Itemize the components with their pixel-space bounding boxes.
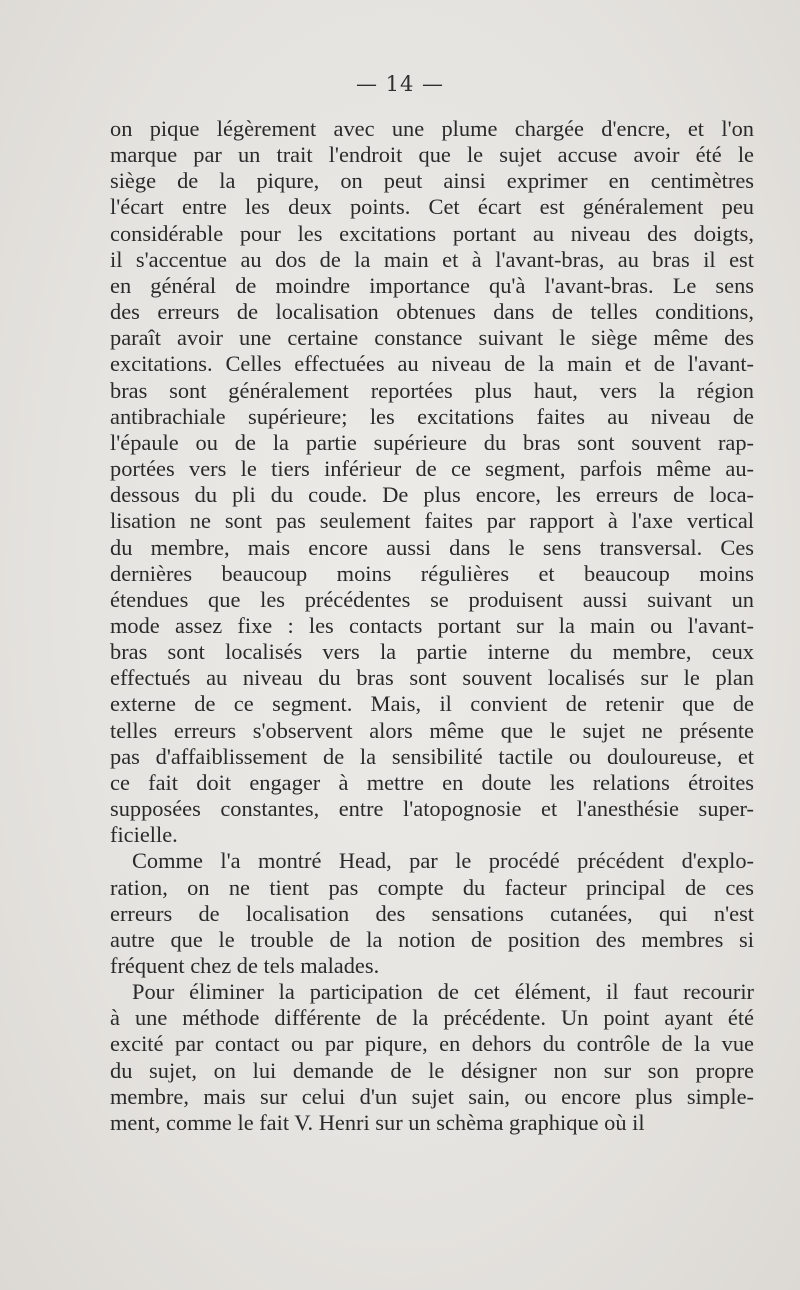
text-line: il s'accentue au dos de la main et à l'avant-bras, au bras il est (110, 246, 754, 272)
paragraph (110, 848, 754, 979)
text-line: en général de moindre importance qu'à l'avant-bras. Le sens (110, 272, 754, 298)
text-line: ment, comme le fait V. Henri sur un schèma graphique où il (110, 1109, 645, 1135)
text-line: dernières beaucoup moins régulières et beaucoup moins (110, 560, 754, 586)
text-line: membre, mais sur celui d'un sujet sain, ou encore plus simple- (110, 1083, 754, 1109)
text-line: l'épaule ou de la partie supérieure du bras sont souvent rap- (110, 429, 754, 455)
text-line: à une méthode différente de la précédente. Un point ayant été (110, 1005, 754, 1031)
body-text (110, 116, 754, 1136)
text-line: autre que le trouble de la notion de position des membres si (110, 926, 754, 952)
text-line: Comme l'a montré Head, par le procédé précédent d'explo- (132, 848, 754, 874)
text-line: paraît avoir une certaine constance suivant le siège même des (110, 325, 754, 351)
text-line: dessous du pli du coude. De plus encore, les erreurs de loca- (110, 482, 754, 508)
text-line: siège de la piqure, on peut ainsi exprimer en centimètres (110, 168, 754, 194)
text-line: étendues que les précédentes se produisent aussi suivant un (110, 586, 754, 612)
paragraph (110, 979, 754, 1136)
text-line: bras sont généralement reportées plus haut, vers la région (110, 377, 754, 403)
text-line: excitations. Celles effectuées au niveau de la main et de l'avant- (110, 351, 754, 377)
text-line: ce fait doit engager à mettre en doute les relations étroites (110, 769, 754, 795)
text-line: lisation ne sont pas seulement faites par rapport à l'axe vertical (110, 508, 754, 534)
page-number: — 14 — (355, 72, 445, 96)
text-line: erreurs de localisation des sensations cutanées, qui n'est (110, 900, 754, 926)
text-line: considérable pour les excitations portant au niveau des doigts, (110, 220, 754, 246)
text-line: des erreurs de localisation obtenues dans de telles conditions, (110, 299, 754, 325)
text-line: fréquent chez de tels malades. (110, 953, 380, 978)
text-line: bras sont localisés vers la partie interne du membre, ceux (110, 639, 754, 665)
text-line: antibrachiale supérieure; les excitations faites au niveau de (110, 403, 754, 429)
text-line: externe de ce segment. Mais, il convient de retenir que de (110, 691, 754, 717)
text-line: Pour éliminer la participation de cet élément, il faut recourir (132, 979, 754, 1005)
paragraph (110, 116, 754, 848)
text-line: excité par contact ou par piqure, en dehors du contrôle de la vue (110, 1031, 754, 1057)
text-line: effectués au niveau du bras sont souvent localisés sur le plan (110, 665, 754, 691)
text-line: pas d'affaiblissement de la sensibilité tactile ou douloureuse, et (110, 743, 754, 769)
text-line: mode assez fixe : les contacts portant sur la main ou l'avant- (110, 612, 754, 638)
text-line: telles erreurs s'observent alors même que le sujet ne présente (110, 717, 754, 743)
text-line: marque par un trait l'endroit que le sujet accuse avoir été le (110, 142, 754, 168)
text-line: ficielle. (110, 822, 178, 848)
text-line: on pique légèrement avec une plume chargée d'encre, et l'on (110, 116, 754, 141)
text-line: supposées constantes, entre l'atopognosie et l'anesthésie super- (110, 796, 754, 822)
text-line: du sujet, on lui demande de le désigner non sur son propre (110, 1057, 754, 1083)
text-line: ration, on ne tient pas compte du facteur principal de ces (110, 874, 754, 900)
text-line: portées vers le tiers inférieur de ce segment, parfois même au- (110, 456, 754, 482)
text-line: du membre, mais encore aussi dans le sens transversal. Ces (110, 534, 754, 560)
text-line: l'écart entre les deux points. Cet écart est généralement peu (110, 194, 754, 220)
